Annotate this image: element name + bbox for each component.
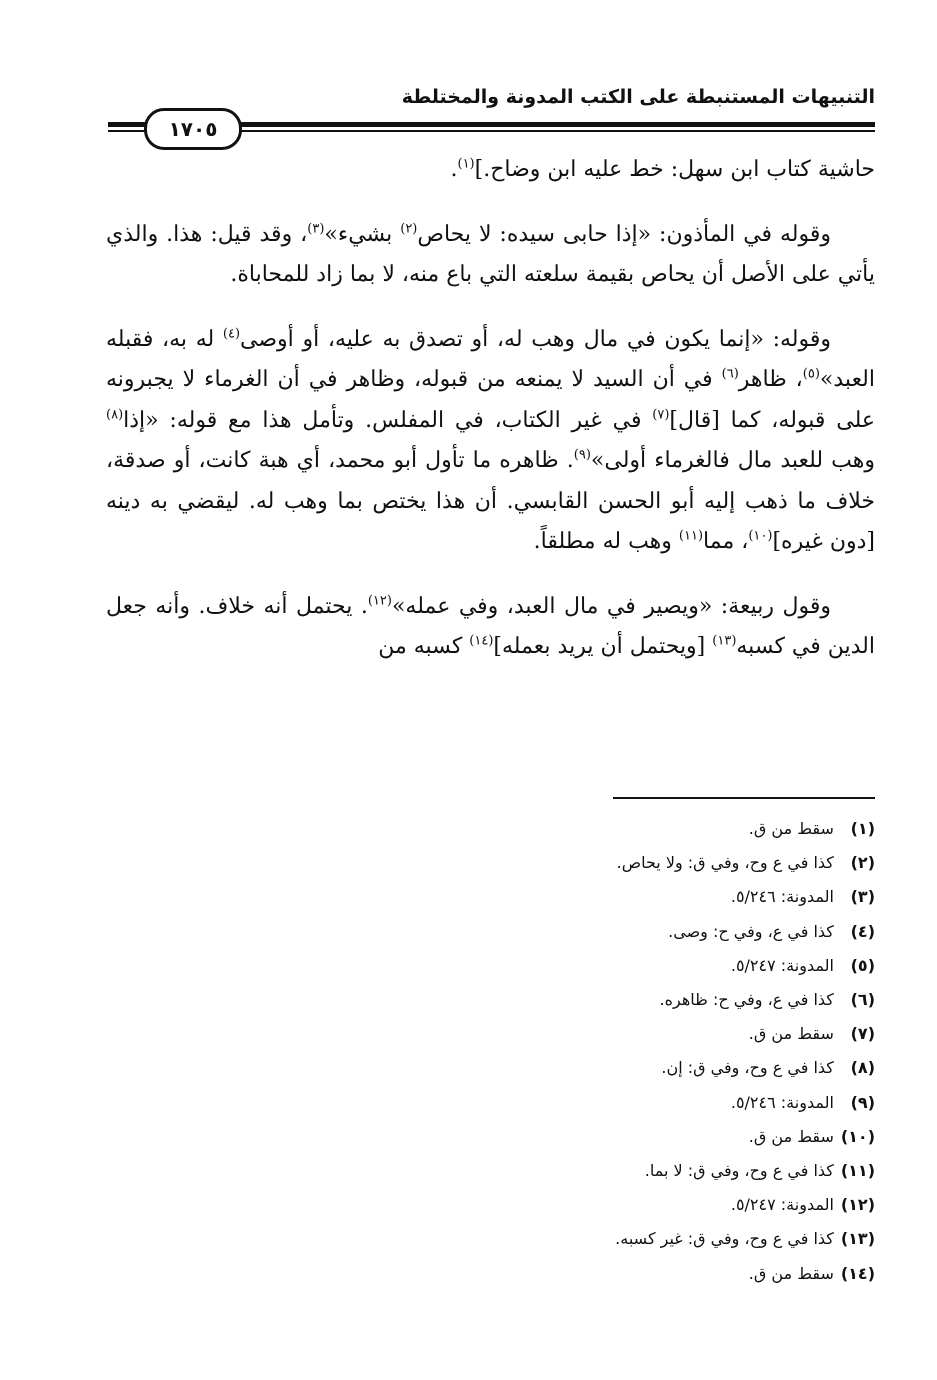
paragraph-3 bbox=[106, 320, 875, 563]
footnote-number: (٤) bbox=[850, 921, 875, 941]
footnote bbox=[106, 949, 875, 983]
footnote-number: (٥) bbox=[850, 955, 875, 975]
footnote-text: كذا في ع وح، وفي ق: إن. bbox=[661, 1058, 834, 1078]
text-run: في أن السيد لا يمنعه من قبوله، وظاهر في أن الغرماء لا يجبرونه على قبوله، كما [قال] bbox=[106, 367, 875, 433]
running-title: التنبيهات المستنبطة على الكتب المدونة والمختلطة bbox=[401, 86, 875, 108]
text-run: وقوله: «إنما يكون في مال وهب له، أو تصدق به عليه، أو أوصى bbox=[240, 326, 832, 352]
footnote-ref: (١٣) bbox=[712, 633, 737, 649]
text-run: ، ظاهر bbox=[738, 367, 803, 392]
footnote-number: (٨) bbox=[850, 1058, 875, 1078]
text-run: بشيء» bbox=[324, 221, 401, 247]
footnote-text: كذا في ع وح، وفي ق: غير كسبه. bbox=[615, 1229, 834, 1249]
text-run: . bbox=[450, 157, 458, 182]
footnote bbox=[106, 846, 875, 880]
footnote bbox=[106, 880, 875, 914]
footnote-ref: (١٢) bbox=[367, 593, 392, 609]
footnote-text: كذا في ع، وفي ح: ظاهره. bbox=[659, 990, 834, 1010]
footnote bbox=[106, 1120, 875, 1154]
footnote bbox=[106, 1257, 875, 1291]
text-run: وقوله في المأذون: «إذا حابى سيده: لا يحاص bbox=[417, 221, 832, 247]
footnote-ref: (٣) bbox=[307, 221, 325, 237]
footnote-text: المدونة: ٥/٢٤٦. bbox=[730, 887, 834, 907]
footnote-text: المدونة: ٥/٢٤٧. bbox=[730, 955, 834, 975]
footnote-number: (١٠) bbox=[840, 1126, 875, 1146]
footnote-ref: (٩) bbox=[573, 447, 591, 463]
footnote-text: كذا في ع وح، وفي ق: ولا يحاص. bbox=[616, 853, 834, 873]
footnote-number: (١) bbox=[850, 819, 875, 838]
footnote-ref: (٧) bbox=[652, 407, 670, 423]
footnote-number: (٩) bbox=[850, 1092, 875, 1112]
footnote bbox=[106, 1188, 875, 1222]
text-run: كسبه من bbox=[378, 634, 470, 659]
main-text bbox=[106, 150, 875, 692]
footnote-text: كذا في ع وح، وفي ق: لا بما. bbox=[644, 1161, 834, 1181]
footnote-text: كذا في ع، وفي ح: وصى. bbox=[668, 921, 834, 941]
footnotes bbox=[106, 812, 875, 1291]
text-run: وقول ربيعة: «ويصير في مال العبد، وفي عمله» bbox=[391, 593, 831, 619]
footnote bbox=[106, 1154, 875, 1188]
paragraph-4 bbox=[106, 587, 875, 668]
footnote bbox=[106, 1222, 875, 1256]
text-run: له به، فقبله العبد» bbox=[106, 326, 875, 392]
footnote bbox=[106, 1086, 875, 1120]
page-number: ١٧٠٥ bbox=[144, 108, 242, 150]
text-run: في غير الكتاب، في المفلس. وتأمل هذا مع قوله: «إذا bbox=[123, 407, 653, 433]
footnote-text: المدونة: ٥/٢٤٦. bbox=[730, 1092, 834, 1112]
paragraph-1 bbox=[106, 150, 875, 191]
footnote-text: سقط من ق. bbox=[748, 819, 834, 838]
footnote-ref: (٥) bbox=[802, 366, 820, 382]
footnote-ref: (١٠) bbox=[748, 528, 773, 544]
footnote-number: (٢) bbox=[850, 853, 875, 873]
text-run: . يحتمل أنه خلاف. وأنه جعل الدين في كسبه bbox=[106, 593, 875, 659]
footnote-number: (١٤) bbox=[840, 1263, 875, 1283]
text-run: حاشية كتاب ابن سهل: خط عليه ابن وضاح.] bbox=[474, 157, 875, 182]
footnote-number: (٣) bbox=[850, 887, 875, 907]
footnote-number: (١٣) bbox=[840, 1229, 875, 1249]
footnote-text: سقط من ق. bbox=[748, 1126, 834, 1146]
footnote-number: (١٢) bbox=[840, 1195, 875, 1215]
footnote-ref: (٤) bbox=[222, 326, 241, 342]
footnote bbox=[106, 983, 875, 1017]
footnote bbox=[106, 812, 875, 846]
footnote-number: (٦) bbox=[850, 990, 875, 1010]
text-run: . ظاهره ما تأول أبو محمد، أي هبة كانت، أو صدقة، خلاف ما ذهب إليه أبو الحسن القابسي. أن هذا يختص بما وهب له. ليقضي به دينه [دون غيره] bbox=[106, 448, 875, 554]
footnote bbox=[106, 1051, 875, 1085]
text-run: ، مما bbox=[703, 529, 749, 554]
footnote bbox=[106, 1017, 875, 1051]
footnote-text: المدونة: ٥/٢٤٧. bbox=[730, 1195, 834, 1215]
text-run: [ويحتمل أن يريد بعمله] bbox=[493, 634, 713, 659]
footnote-separator bbox=[613, 797, 875, 799]
footnote-text: سقط من ق. bbox=[748, 1024, 834, 1044]
footnote-text: سقط من ق. bbox=[748, 1263, 834, 1283]
text-run: وهب للعبد مال فالغرماء أولى» bbox=[590, 448, 875, 473]
text-run: ، وقد قيل: هذا. والذي يأتي على الأصل أن يحاص بقيمة سلعته التي باع منه، لا بما زاد للمحاباة. bbox=[106, 221, 875, 287]
footnote-ref: (٦) bbox=[721, 366, 739, 382]
footnote-number: (١١) bbox=[840, 1161, 875, 1181]
footnote-number: (٧) bbox=[850, 1024, 875, 1044]
footnote bbox=[106, 915, 875, 949]
footnote-ref: (١) bbox=[457, 156, 475, 172]
footnote-ref: (٢) bbox=[400, 221, 418, 237]
text-run: وهب له مطلقاً. bbox=[533, 529, 679, 554]
paragraph-2 bbox=[106, 215, 875, 296]
footnote-ref: (١١) bbox=[678, 528, 704, 544]
footnote-ref: (١٤) bbox=[469, 633, 494, 649]
footnote-ref: (٨) bbox=[106, 407, 124, 423]
